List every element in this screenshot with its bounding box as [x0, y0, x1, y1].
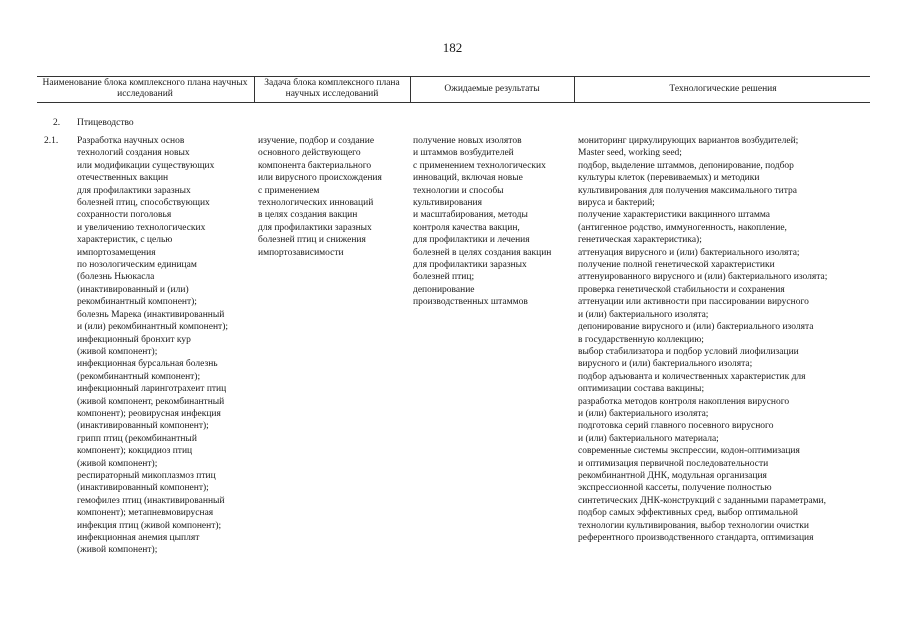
header-block-task: Задача блока комплексного плана научных исследований [264, 78, 400, 99]
row-block-task: изучение, подбор и создание основного действующего компонента бактериального или вирусного происхождения с применением технологических инноваций в целях создания вакцин для профилактики заразных болезней птиц и снижения импортозависимости [258, 136, 382, 258]
header-bottom-rule [37, 102, 870, 103]
header-divider-2 [410, 76, 411, 102]
header-divider-3 [574, 76, 575, 102]
header-top-rule [37, 76, 870, 77]
header-tech-solutions: Технологические решения [669, 83, 777, 94]
header-divider-1 [254, 76, 255, 102]
section-title: Птицеводство [77, 118, 134, 128]
row-block-name: Разработка научных основ технологий создания новых или модификации существующих отечественных вакцин для профилактики заразных болезней птиц, способствующих сохранности поголовья и увеличению технологических характеристик, с целью импортозамещения по нозологическим единицам (болезнь Ньюкасла (инактивированный и (или) рекомбинантный компонент); болезнь Марека (инактивированный и (или) рекомбинантный компонент); инфекционный бронхит кур (живой компонент); инфекционная бурсальная болезнь (рекомбинантный компонент); инфекционный ларинготрахеит птиц (живой компонент, рекомбинантный компонент); реовирусная инфекция (инактивированный компонент); грипп птиц (рекомбинантный компонент); кокцидиоз птиц (живой компонент); респираторный микоплазмоз птиц (инактивированный компонент); гемофилез птиц (инактивированный компонент); метапневмовирусная инфекция птиц (живой компонент); инфекционная анемия цыплят (живой компонент); [77, 136, 229, 556]
page-number: 182 [442, 40, 463, 55]
row-tech-solutions: мониторинг циркулирующих вариантов возбудителей; Master seed, working seed; подбор, выделение штаммов, депонирование, подбор культуры клеток (перевиваемых) и методики культивирования для получения максимального титра вируса и бактерий; получение характеристики вакцинного штамма (антигенное родство, иммуногенность, накопление, генетическая характеристика); аттенуация вирусного и (или) бактериального изолята; получение полной генетической характеристики аттенуированного вирусного и (или) бактериального изолята; проверка генетической стабильности и сохранения аттенуации или активности при пассировании вирусного и (или) бактериального изолята; депонирование вирусного и (или) бактериального изолята в государственную коллекцию; выбор стабилизатора и подбор условий лиофилизации вирусного и (или) бактериального изолята; подбор адъюванта и количественных характеристик для оптимизации состава вакцины; разработка методов контроля накопления вирусного и (или) бактериального изолята; подготовка серий главного посевного вирусного и (или) бактериального материала; современные системы экспрессии, кодон-оптимизация и оптимизация первичной последовательности рекомбинантной ДНК, модульная организация экспрессионной кассеты, получение полностью синтетических ДНК-конструкций с заданными параметрами, подбор самых эффективных сред, выбор оптимальной технологии культивирования, выбор технологии очистки референтного производственного стандарта, оптимизация [578, 136, 828, 543]
header-expected-results: Ожидаемые результаты [444, 83, 540, 94]
row-number: 2.1. [44, 136, 59, 146]
row-expected-results: получение новых изолятов и штаммов возбудителей с применением технологических инноваций, включая новые технологии и способы культивирования и масштабирования, методы контроля качества вакцин, для профилактики и лечения болезней в целях создания вакцин для профилактики заразных болезней птиц; депонирование производственных штаммов [413, 136, 552, 308]
header-block-name: Наименование блока комплексного плана научных исследований [42, 78, 248, 99]
section-number: 2. [53, 118, 61, 128]
